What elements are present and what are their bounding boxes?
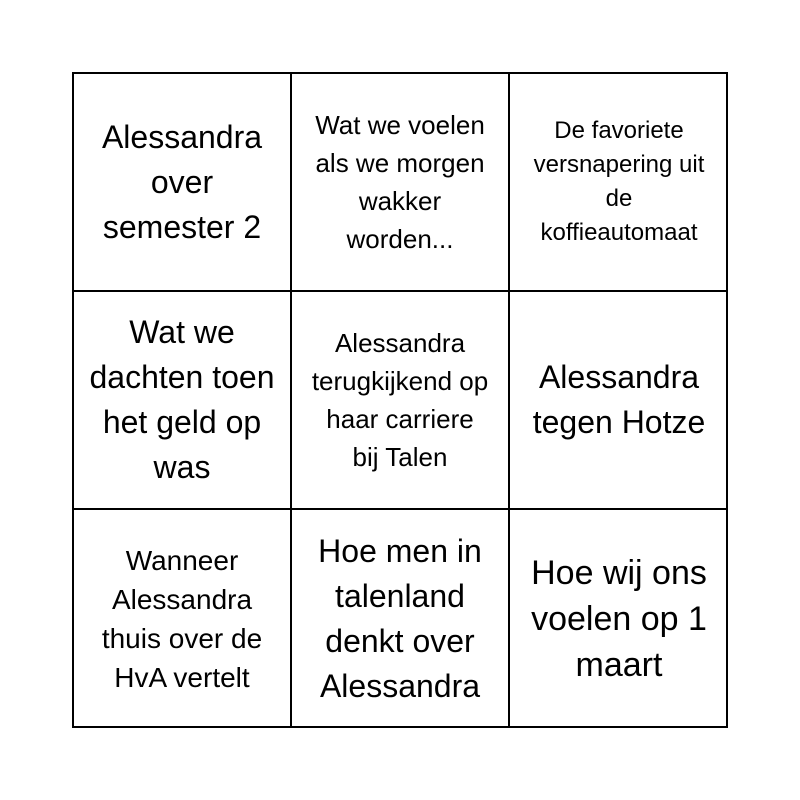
bingo-cell-r3c3[interactable]: [510, 510, 728, 728]
bingo-cell-r2c2[interactable]: [292, 292, 510, 510]
bingo-cell-r1c2[interactable]: [292, 74, 510, 292]
bingo-cell-text: Wat we dachten toen het geld op was: [89, 314, 275, 485]
bingo-cell-text: De favoriete versnapering uit de koffieautomaat: [533, 117, 705, 246]
bingo-cell-r3c1[interactable]: [74, 510, 292, 728]
bingo-cell-r2c3[interactable]: [510, 292, 728, 510]
bingo-cell-r1c3[interactable]: [510, 74, 728, 292]
bingo-cell-r3c2[interactable]: [292, 510, 510, 728]
bingo-board: [72, 72, 728, 728]
bingo-cell-text: Wanneer Alessandra thuis over de HvA vertelt: [101, 545, 263, 693]
bingo-cell-text: Wat we voelen als we morgen wakker worden...: [315, 110, 485, 254]
bingo-cell-text: Hoe wij ons voelen op 1 maart: [531, 554, 707, 684]
bingo-cell-text: Hoe men in talenland denkt over Alessandra: [318, 533, 482, 704]
bingo-cell-r2c1[interactable]: [74, 292, 292, 510]
bingo-cell-text: Alessandra over semester 2: [101, 118, 263, 245]
bingo-cell-text: Alessandra tegen Hotze: [532, 359, 706, 440]
bingo-cell-text: Alessandra terugkijkend op haar carriere bij Talen: [311, 328, 489, 472]
bingo-cell-r1c1[interactable]: [74, 74, 292, 292]
